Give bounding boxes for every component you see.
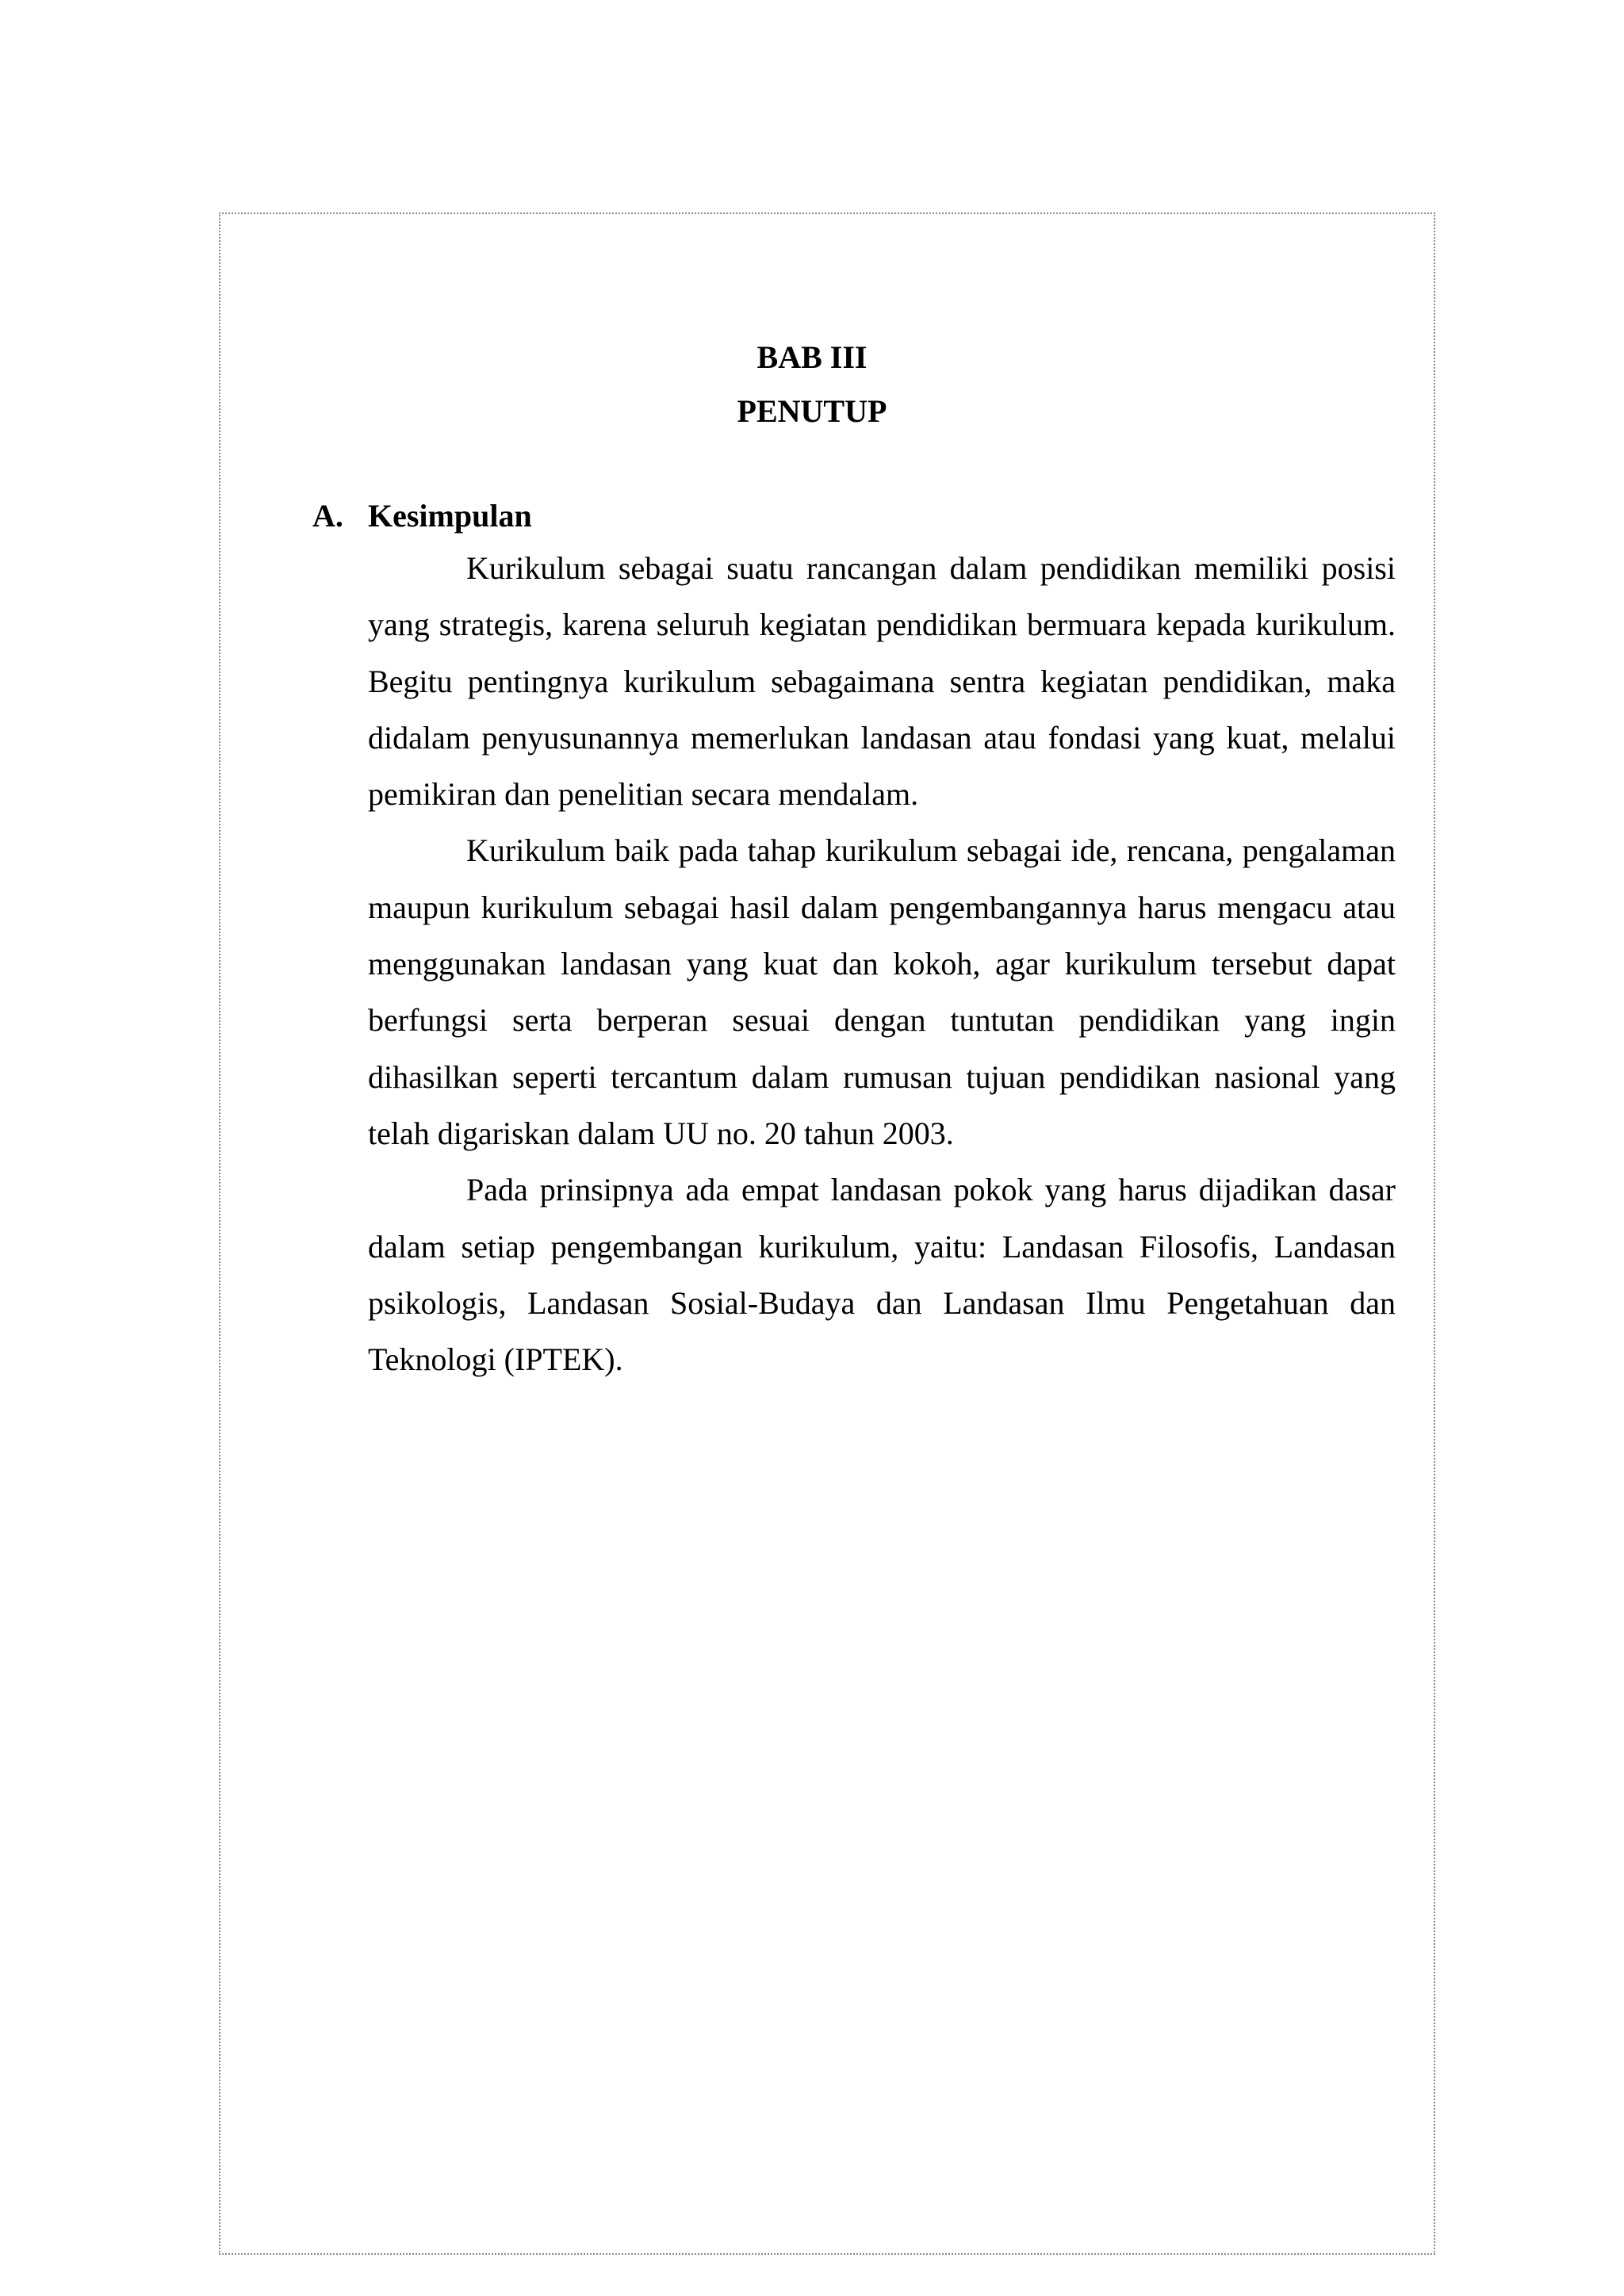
- paragraph-2: Kurikulum baik pada tahap kurikulum sebagai ide, rencana, pengalaman maupun kurikulum sebagai hasil dalam pengembangannya harus mengacu atau menggunakan landasan yang kuat dan kokoh, agar kurikulum tersebut dapat berfungsi serta berperan sesuai dengan tuntutan pendidikan yang ingin dihasilkan seperti tercantum dalam rumusan tujuan pendidikan nasional yang telah digariskan dalam UU no. 20 tahun 2003.: [368, 832, 1396, 1151]
- chapter-title: PENUTUP: [737, 393, 887, 429]
- paragraph-1: Kurikulum sebagai suatu rancangan dalam pendidikan memiliki posisi yang strategis, karena seluruh kegiatan pendidikan bermuara kepada kurikulum. Begitu pentingnya kurikulum sebagaimana sentra kegiatan pendidikan, maka didalam penyusunannya memerlukan landasan atau fondasi yang kuat, melalui pemikiran dan penelitian secara mendalam.: [368, 550, 1396, 813]
- section-title: Kesimpulan: [368, 498, 532, 534]
- section-letter: A.: [312, 498, 343, 534]
- paragraph-3: Pada prinsipnya ada empat landasan pokok yang harus dijadikan dasar dalam setiap pengembangan kurikulum, yaitu: Landasan Filosofis, Landasan psikologis, Landasan Sosial-Budaya dan Landasan Ilmu Pengetahuan dan Teknologi (IPTEK).: [368, 1172, 1396, 1378]
- section-heading: [312, 490, 532, 542]
- section-body: [368, 540, 1396, 1387]
- chapter-number: BAB III: [756, 339, 868, 375]
